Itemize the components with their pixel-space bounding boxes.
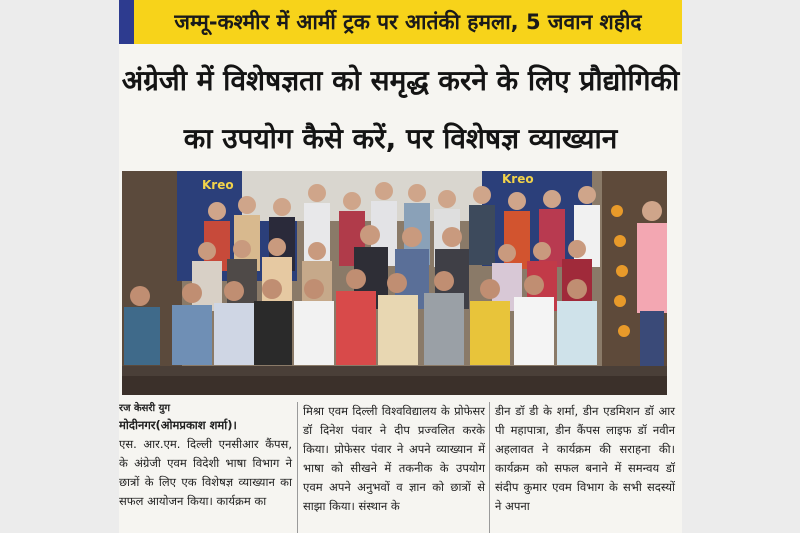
backdrop-logo-text: Kreo: [202, 178, 234, 192]
news-banner: [119, 0, 682, 44]
article-column-3: [495, 402, 675, 516]
article-column-1: [119, 416, 292, 511]
news-source-label: रज केसरी युग: [119, 403, 171, 414]
article-column-2: [303, 402, 485, 516]
headline-line-2: का उपयोग कैसे करें, पर विशेषज्ञ व्याख्यान: [183, 122, 618, 155]
article-paragraph: एस. आर.एम. दिल्ली एनसीआर कैंपस, के अंग्रेजी एवम विदेशी भाषा विभाग ने छात्रों के लिए एक विशेषज्ञ व्याख्यान का सफल आयोजन किया। कार्यक्रम का: [119, 437, 292, 508]
article-paragraph: मिश्रा एवम दिल्ली विश्वविद्यालय के प्रोफेसर डॉ दिनेश पंवार ने दीप प्रज्वलित करके किया। प्रोफेसर पंवार ने अपने व्याख्यान में भाषा को सीखने में तकनीक के उपयोग एवम अपने अनुभवों व ज्ञान को छात्रों से साझा किया। संस्थान के: [303, 404, 485, 513]
newspaper-clipping: [119, 0, 682, 533]
group-photo: [122, 171, 667, 395]
article-paragraph: डीन डॉ डी के शर्मा, डीन एडमिशन डॉ आर पी महापात्रा, डीन कैंपस लाइफ डॉ नवीन अहलावत ने कार्यक्रम की सराहना की। कार्यक्रम को सफल बनाने में समन्वय डॉ संदीप कुमार एवम विभाग के सभी सदस्यों ने अपना: [495, 404, 675, 513]
article-headline: [119, 52, 682, 168]
banner-headline: जम्मू-कश्मीर में आर्मी ट्रक पर आतंकी हमला, 5 जवान शहीद: [174, 10, 642, 34]
backdrop-logo-text-2: Kreo: [502, 172, 534, 186]
article-dateline: मोदीनगर(ओमप्रकाश शर्मा)।: [119, 418, 237, 432]
banner-accent-bar: [119, 0, 134, 44]
headline-line-1: अंग्रेजी में विशेषज्ञता को समृद्ध करने के लिए प्रौद्योगिकी: [121, 64, 680, 97]
group-photo-illustration: [122, 171, 667, 395]
